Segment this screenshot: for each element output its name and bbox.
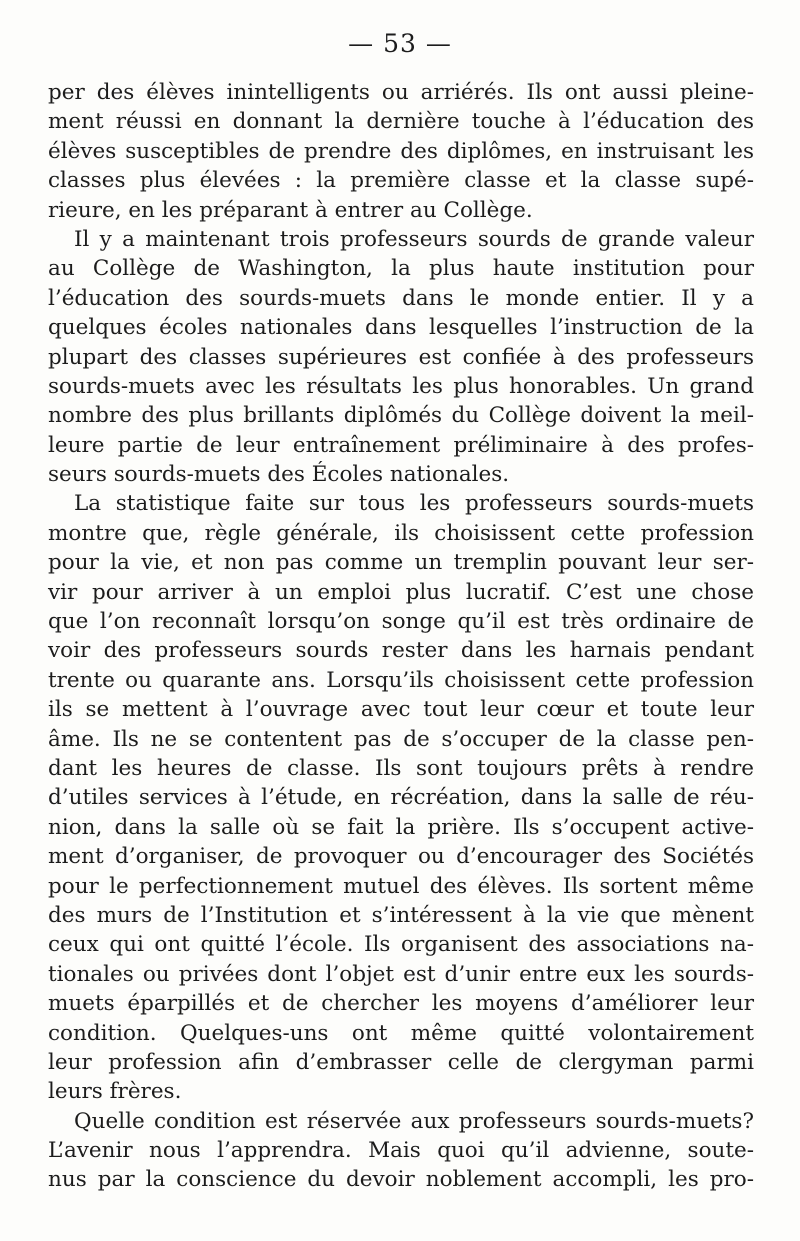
text-line: condition. Quelques-uns ont même quitté volontairement [48, 1020, 754, 1046]
text-line: ils se mettent à l’ouvrage avec tout leur cœur et toute leur [48, 697, 754, 723]
text-line: classes plus élevées : la première classe et la classe supé- [48, 168, 754, 194]
text-line: leure partie de leur entraînement préliminaire à des profes- [48, 432, 754, 458]
text-line: plupart des classes supérieures est confiée à des professeurs [48, 344, 754, 370]
text-line: leurs frères. [48, 1079, 182, 1105]
text-line: sourds-muets avec les résultats les plus honorables. Un grand [48, 373, 754, 399]
text-line: que l’on reconnaît lorsqu’on songe qu’il est très ordinaire de [48, 609, 754, 635]
body-text [48, 78, 754, 1195]
text-line: élèves susceptibles de prendre des diplômes, en instruisant les [48, 138, 754, 164]
text-line: montre que, règle générale, ils choisissent cette profession [48, 520, 754, 546]
text-line: des murs de l’Institution et s’intéressent à la vie que mènent [48, 902, 754, 928]
text-line: L’avenir nous l’apprendra. Mais quoi qu’il advienne, soute- [48, 1138, 754, 1164]
page-number: — 53 — [348, 29, 452, 58]
text-line: d’utiles services à l’étude, en récréation, dans la salle de réu- [48, 785, 754, 811]
text-line: dant les heures de classe. Ils sont toujours prêts à rendre [48, 755, 754, 781]
text-line: Il y a maintenant trois professeurs sourds de grande valeur [74, 226, 754, 252]
text-line: Quelle condition est réservée aux professeurs sourds-muets? [74, 1108, 754, 1134]
text-line: quelques écoles nationales dans lesquelles l’instruction de la [48, 315, 754, 341]
text-line: pour la vie, et non pas comme un tremplin pouvant leur ser- [48, 550, 754, 576]
text-line: seurs sourds-muets des Écoles nationales. [48, 462, 510, 488]
text-line: nombre des plus brillants diplômés du Collège doivent la meil- [48, 403, 754, 429]
text-line: au Collège de Washington, la plus haute institution pour [48, 256, 754, 282]
text-line: ment réussi en donnant la dernière touche à l’éducation des [48, 109, 754, 135]
text-line: leur profession afin d’embrasser celle de clergyman parmi [48, 1049, 754, 1075]
text-line: muets éparpillés et de chercher les moyens d’améliorer leur [48, 991, 754, 1017]
text-line: l’éducation des sourds-muets dans le monde entier. Il y a [48, 285, 754, 311]
text-line: ceux qui ont quitté l’école. Ils organisent des associations na- [48, 932, 754, 958]
text-line: trente ou quarante ans. Lorsqu’ils choisissent cette profession [48, 667, 754, 693]
text-line: ment d’organiser, de provoquer ou d’encourager des Sociétés [48, 844, 754, 870]
text-line: La statistique faite sur tous les professeurs sourds-muets [74, 491, 754, 517]
text-line: rieure, en les préparant à entrer au Collège. [48, 197, 533, 223]
text-line: nion, dans la salle où se fait la prière. Ils s’occupent active- [48, 814, 754, 840]
text-line: per des élèves inintelligents ou arriérés. Ils ont aussi pleine- [48, 80, 754, 105]
text-line: nus par la conscience du devoir noblement accompli, les pro- [48, 1167, 754, 1193]
text-line: voir des professeurs sourds rester dans les harnais pendant [48, 638, 754, 664]
text-line: vir pour arriver à un emploi plus lucratif. C’est une chose [48, 579, 754, 605]
text-line: pour le perfectionnement mutuel des élèves. Ils sortent même [48, 873, 754, 899]
text-line: âme. Ils ne se contentent pas de s’occuper de la classe pen- [48, 726, 754, 752]
text-line: tionales ou privées dont l’objet est d’unir entre eux les sourds- [48, 961, 754, 987]
